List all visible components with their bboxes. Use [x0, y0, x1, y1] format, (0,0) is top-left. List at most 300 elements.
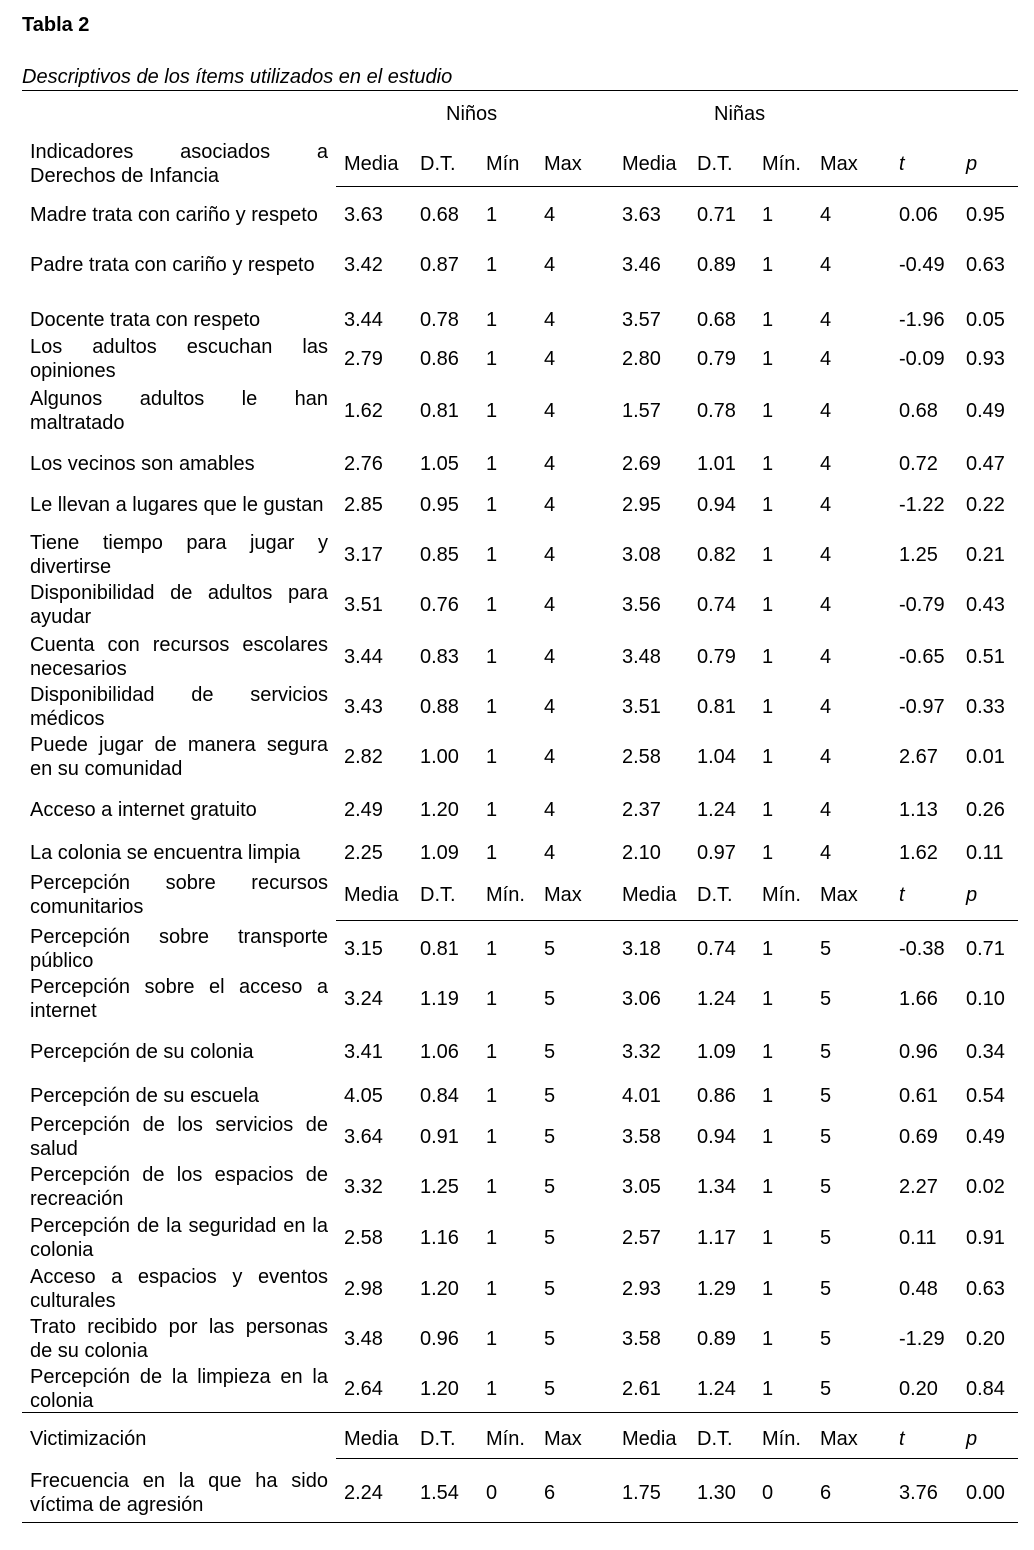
- cell-ninas-media: 2.93: [622, 1278, 661, 1300]
- table-rule: [22, 1412, 1018, 1413]
- cell-t: 2.27: [899, 1176, 938, 1198]
- cell-ninos-media: 3.17: [344, 544, 383, 566]
- row-label: Percepción de los espacios de recreación: [30, 1164, 328, 1210]
- cell-ninas-dt: 0.94: [697, 494, 736, 516]
- col-header-ninas-min: Mín.: [762, 1428, 801, 1450]
- cell-ninas-dt: 1.09: [697, 1041, 736, 1063]
- cell-ninas-max: 5: [820, 1041, 832, 1063]
- cell-ninos-min: 1: [486, 1227, 498, 1249]
- cell-t: 0.48: [899, 1278, 938, 1300]
- row-label: Disponibilidad de servicios médicos: [30, 684, 328, 730]
- table-row: [0, 334, 1034, 384]
- table-row: [0, 732, 1034, 782]
- cell-ninas-min: 1: [762, 938, 774, 960]
- cell-t: 1.62: [899, 842, 938, 864]
- cell-ninos-max: 5: [544, 1085, 556, 1107]
- cell-ninas-max: 5: [820, 1126, 832, 1148]
- cell-ninas-dt: 0.97: [697, 842, 736, 864]
- cell-ninos-max: 5: [544, 1041, 556, 1063]
- cell-ninas-media: 2.58: [622, 746, 661, 768]
- cell-ninos-min: 1: [486, 1126, 498, 1148]
- cell-ninas-dt: 0.89: [697, 1328, 736, 1350]
- cell-ninas-media: 2.80: [622, 348, 661, 370]
- section-header-row: [0, 870, 1034, 920]
- cell-ninos-media: 2.24: [344, 1482, 383, 1504]
- cell-ninas-min: 1: [762, 453, 774, 475]
- cell-ninos-media: 3.24: [344, 988, 383, 1010]
- cell-ninos-max: 4: [544, 544, 556, 566]
- cell-ninas-dt: 0.74: [697, 938, 736, 960]
- cell-ninas-dt: 0.81: [697, 696, 736, 718]
- table-title: Tabla 2: [22, 14, 90, 36]
- cell-ninas-min: 1: [762, 1085, 774, 1107]
- cell-ninos-max: 4: [544, 348, 556, 370]
- cell-ninos-dt: 0.76: [420, 594, 459, 616]
- cell-p: 0.34: [966, 1041, 1005, 1063]
- cell-ninas-dt: 0.89: [697, 254, 736, 276]
- cell-ninos-min: 1: [486, 348, 498, 370]
- row-label: Percepción sobre transporte público: [30, 926, 328, 972]
- cell-ninos-media: 1.62: [344, 400, 383, 422]
- cell-t: 1.25: [899, 544, 938, 566]
- cell-ninas-media: 3.48: [622, 646, 661, 668]
- table-row: [0, 790, 1034, 830]
- cell-p: 0.22: [966, 494, 1005, 516]
- cell-ninas-dt: 1.30: [697, 1482, 736, 1504]
- cell-ninos-min: 1: [486, 204, 498, 226]
- cell-ninos-dt: 0.68: [420, 204, 459, 226]
- cell-ninos-media: 3.41: [344, 1041, 383, 1063]
- cell-ninas-min: 1: [762, 544, 774, 566]
- cell-ninos-dt: 0.86: [420, 348, 459, 370]
- cell-ninos-media: 3.15: [344, 938, 383, 960]
- col-header-t: t: [899, 153, 905, 175]
- cell-ninas-max: 5: [820, 1328, 832, 1350]
- cell-ninas-dt: 0.86: [697, 1085, 736, 1107]
- cell-ninas-dt: 0.79: [697, 348, 736, 370]
- cell-ninos-media: 3.42: [344, 254, 383, 276]
- cell-ninos-max: 4: [544, 400, 556, 422]
- cell-t: 0.72: [899, 453, 938, 475]
- cell-ninos-media: 2.82: [344, 746, 383, 768]
- cell-ninas-min: 1: [762, 746, 774, 768]
- table-row: [0, 1314, 1034, 1364]
- cell-p: 0.43: [966, 594, 1005, 616]
- cell-ninos-max: 4: [544, 746, 556, 768]
- cell-ninas-dt: 1.24: [697, 799, 736, 821]
- row-label: Acceso a internet gratuito: [30, 799, 257, 821]
- table-row: [0, 1032, 1034, 1072]
- cell-ninas-min: 0: [762, 1482, 774, 1504]
- cell-ninos-dt: 1.09: [420, 842, 459, 864]
- cell-ninos-media: 4.05: [344, 1085, 383, 1107]
- col-header-ninas-media: Media: [622, 153, 677, 175]
- cell-ninos-dt: 1.20: [420, 799, 459, 821]
- col-header-ninos-dt: D.T.: [420, 884, 456, 906]
- cell-p: 0.51: [966, 646, 1005, 668]
- cell-t: -0.09: [899, 348, 945, 370]
- table-row: [0, 386, 1034, 436]
- col-header-ninos-max: Max: [544, 153, 582, 175]
- table-row: [0, 1212, 1034, 1264]
- cell-ninos-dt: 0.96: [420, 1328, 459, 1350]
- table-row: [0, 632, 1034, 682]
- cell-t: 0.06: [899, 204, 938, 226]
- cell-ninos-dt: 1.20: [420, 1278, 459, 1300]
- table-row: [0, 480, 1034, 530]
- cell-ninos-media: 2.64: [344, 1378, 383, 1400]
- cell-ninas-min: 1: [762, 646, 774, 668]
- row-label: Le llevan a lugares que le gustan: [30, 494, 324, 516]
- cell-ninos-media: 2.25: [344, 842, 383, 864]
- cell-ninos-dt: 1.25: [420, 1176, 459, 1198]
- section-header-label: Percepción sobre recursos comunitarios: [30, 872, 328, 918]
- cell-ninas-dt: 0.79: [697, 646, 736, 668]
- cell-t: 0.96: [899, 1041, 938, 1063]
- cell-ninas-max: 5: [820, 1176, 832, 1198]
- cell-ninos-min: 1: [486, 1278, 498, 1300]
- cell-ninos-media: 3.48: [344, 1328, 383, 1350]
- col-header-ninos-max: Max: [544, 884, 582, 906]
- cell-ninos-media: 3.43: [344, 696, 383, 718]
- cell-ninas-dt: 0.82: [697, 544, 736, 566]
- cell-ninas-min: 1: [762, 494, 774, 516]
- cell-p: 0.91: [966, 1227, 1005, 1249]
- cell-t: 1.66: [899, 988, 938, 1010]
- cell-ninas-max: 4: [820, 453, 832, 475]
- group-ninas-label: Niñas: [714, 103, 766, 125]
- cell-ninos-media: 2.98: [344, 1278, 383, 1300]
- cell-p: 0.00: [966, 1482, 1005, 1504]
- cell-ninas-media: 2.10: [622, 842, 661, 864]
- cell-ninos-max: 5: [544, 988, 556, 1010]
- col-header-t: t: [899, 1428, 905, 1450]
- cell-ninas-media: 2.57: [622, 1227, 661, 1249]
- table-subtitle: Descriptivos de los ítems utilizados en el estudio: [22, 66, 453, 88]
- cell-p: 0.21: [966, 544, 1005, 566]
- cell-ninas-dt: 0.94: [697, 1126, 736, 1148]
- cell-ninos-dt: 1.06: [420, 1041, 459, 1063]
- col-header-ninas-media: Media: [622, 1428, 677, 1450]
- cell-ninos-dt: 1.19: [420, 988, 459, 1010]
- cell-ninas-media: 3.05: [622, 1176, 661, 1198]
- cell-ninos-dt: 0.78: [420, 309, 459, 331]
- row-label: Trato recibido por las personas de su colonia: [30, 1316, 328, 1362]
- cell-ninos-dt: 0.84: [420, 1085, 459, 1107]
- cell-ninas-max: 5: [820, 1227, 832, 1249]
- cell-ninas-max: 4: [820, 746, 832, 768]
- section-header-label: Indicadores asociados a Derechos de Infancia: [30, 141, 328, 187]
- col-header-t: t: [899, 884, 905, 906]
- row-label: Frecuencia en la que ha sido víctima de agresión: [30, 1470, 328, 1516]
- cell-ninos-min: 1: [486, 746, 498, 768]
- row-label: Percepción de la seguridad en la colonia: [30, 1215, 328, 1261]
- cell-ninos-dt: 0.81: [420, 938, 459, 960]
- cell-p: 0.01: [966, 746, 1005, 768]
- cell-p: 0.93: [966, 348, 1005, 370]
- cell-ninas-media: 3.08: [622, 544, 661, 566]
- table-row: [0, 1364, 1034, 1414]
- cell-ninas-dt: 1.04: [697, 746, 736, 768]
- cell-ninos-min: 1: [486, 453, 498, 475]
- col-header-ninos-min: Mín: [486, 153, 520, 175]
- col-header-ninas-max: Max: [820, 1428, 858, 1450]
- cell-ninas-min: 1: [762, 254, 774, 276]
- cell-ninas-max: 5: [820, 938, 832, 960]
- col-header-ninas-dt: D.T.: [697, 153, 733, 175]
- col-header-ninos-max: Max: [544, 1428, 582, 1450]
- cell-ninas-dt: 0.74: [697, 594, 736, 616]
- cell-p: 0.63: [966, 254, 1005, 276]
- cell-ninos-min: 1: [486, 988, 498, 1010]
- cell-t: 2.67: [899, 746, 938, 768]
- cell-ninas-max: 5: [820, 1378, 832, 1400]
- col-header-ninas-dt: D.T.: [697, 884, 733, 906]
- cell-ninas-media: 3.46: [622, 254, 661, 276]
- cell-ninas-media: 3.57: [622, 309, 661, 331]
- col-header-ninos-min: Mín.: [486, 884, 525, 906]
- cell-ninos-min: 0: [486, 1482, 498, 1504]
- cell-ninas-dt: 0.71: [697, 204, 736, 226]
- cell-ninos-media: 2.79: [344, 348, 383, 370]
- cell-ninos-min: 1: [486, 254, 498, 276]
- cell-ninos-dt: 0.87: [420, 254, 459, 276]
- cell-ninas-media: 2.69: [622, 453, 661, 475]
- row-label: Algunos adultos le han maltratado: [30, 388, 328, 434]
- cell-ninos-dt: 0.91: [420, 1126, 459, 1148]
- cell-ninas-dt: 1.34: [697, 1176, 736, 1198]
- cell-ninos-media: 3.44: [344, 309, 383, 331]
- cell-p: 0.49: [966, 400, 1005, 422]
- cell-ninos-dt: 1.20: [420, 1378, 459, 1400]
- cell-ninas-media: 4.01: [622, 1085, 661, 1107]
- cell-ninas-media: 2.95: [622, 494, 661, 516]
- cell-ninas-max: 4: [820, 309, 832, 331]
- cell-ninos-min: 1: [486, 544, 498, 566]
- cell-t: 3.76: [899, 1482, 938, 1504]
- cell-ninos-min: 1: [486, 594, 498, 616]
- cell-t: 0.68: [899, 400, 938, 422]
- cell-ninas-max: 6: [820, 1482, 832, 1504]
- cell-ninas-min: 1: [762, 1126, 774, 1148]
- table-row: [0, 974, 1034, 1024]
- cell-ninas-min: 1: [762, 204, 774, 226]
- cell-ninos-media: 2.49: [344, 799, 383, 821]
- cell-ninas-dt: 0.68: [697, 309, 736, 331]
- cell-ninas-max: 4: [820, 544, 832, 566]
- cell-ninos-max: 5: [544, 1328, 556, 1350]
- cell-ninas-media: 3.06: [622, 988, 661, 1010]
- cell-ninos-min: 1: [486, 1378, 498, 1400]
- cell-ninas-dt: 1.24: [697, 1378, 736, 1400]
- cell-ninas-media: 3.58: [622, 1126, 661, 1148]
- cell-ninos-media: 2.85: [344, 494, 383, 516]
- cell-ninos-dt: 1.54: [420, 1482, 459, 1504]
- cell-t: -1.29: [899, 1328, 945, 1350]
- cell-ninas-max: 4: [820, 204, 832, 226]
- cell-p: 0.33: [966, 696, 1005, 718]
- cell-ninas-min: 1: [762, 842, 774, 864]
- table-row: [0, 240, 1034, 290]
- cell-ninas-media: 2.61: [622, 1378, 661, 1400]
- cell-ninas-max: 4: [820, 646, 832, 668]
- cell-t: 0.20: [899, 1378, 938, 1400]
- cell-t: 1.13: [899, 799, 938, 821]
- row-label: Acceso a espacios y eventos culturales: [30, 1266, 328, 1312]
- cell-p: 0.20: [966, 1328, 1005, 1350]
- cell-ninos-max: 4: [544, 309, 556, 331]
- cell-p: 0.71: [966, 938, 1005, 960]
- cell-ninas-min: 1: [762, 348, 774, 370]
- cell-ninos-max: 6: [544, 1482, 556, 1504]
- cell-ninas-max: 4: [820, 400, 832, 422]
- cell-ninas-dt: 1.29: [697, 1278, 736, 1300]
- cell-ninas-max: 4: [820, 494, 832, 516]
- row-label: Disponibilidad de adultos para ayudar: [30, 582, 328, 628]
- col-header-ninos-media: Media: [344, 884, 399, 906]
- section-header-row: [0, 1422, 1034, 1456]
- cell-ninas-min: 1: [762, 988, 774, 1010]
- section-header-label: Victimización: [30, 1428, 147, 1450]
- group-ninos-label: Niños: [446, 103, 498, 125]
- cell-ninas-media: 1.57: [622, 400, 661, 422]
- cell-ninas-min: 1: [762, 1328, 774, 1350]
- table-row: [0, 1076, 1034, 1116]
- cell-ninos-max: 5: [544, 1378, 556, 1400]
- row-label: Percepción de su escuela: [30, 1085, 260, 1107]
- cell-ninas-max: 5: [820, 1278, 832, 1300]
- cell-ninas-dt: 0.78: [697, 400, 736, 422]
- col-header-ninas-max: Max: [820, 884, 858, 906]
- cell-t: 0.61: [899, 1085, 938, 1107]
- cell-ninos-max: 5: [544, 938, 556, 960]
- col-header-ninas-dt: D.T.: [697, 1428, 733, 1450]
- table-row: [0, 682, 1034, 732]
- cell-ninos-min: 1: [486, 696, 498, 718]
- cell-ninos-max: 5: [544, 1126, 556, 1148]
- cell-ninas-media: 3.51: [622, 696, 661, 718]
- cell-ninos-max: 4: [544, 799, 556, 821]
- cell-ninas-max: 4: [820, 254, 832, 276]
- cell-ninas-min: 1: [762, 1041, 774, 1063]
- cell-ninos-max: 4: [544, 254, 556, 276]
- cell-ninas-min: 1: [762, 594, 774, 616]
- cell-ninos-max: 5: [544, 1176, 556, 1198]
- cell-ninos-min: 1: [486, 799, 498, 821]
- table-row: [0, 580, 1034, 630]
- cell-ninas-media: 3.56: [622, 594, 661, 616]
- col-header-ninos-media: Media: [344, 153, 399, 175]
- cell-ninos-max: 4: [544, 594, 556, 616]
- cell-t: 0.11: [899, 1227, 937, 1249]
- row-label: La colonia se encuentra limpia: [30, 842, 301, 864]
- cell-ninas-dt: 1.24: [697, 988, 736, 1010]
- col-header-ninas-media: Media: [622, 884, 677, 906]
- cell-p: 0.84: [966, 1378, 1005, 1400]
- cell-ninas-max: 5: [820, 1085, 832, 1107]
- cell-ninas-min: 1: [762, 1176, 774, 1198]
- cell-ninos-media: 3.64: [344, 1126, 383, 1148]
- cell-ninos-dt: 0.85: [420, 544, 459, 566]
- cell-ninos-media: 2.58: [344, 1227, 383, 1249]
- cell-ninos-media: 3.32: [344, 1176, 383, 1198]
- table-row: [0, 924, 1034, 974]
- cell-ninas-max: 4: [820, 348, 832, 370]
- cell-ninas-min: 1: [762, 309, 774, 331]
- cell-ninos-max: 4: [544, 646, 556, 668]
- cell-t: -0.97: [899, 696, 945, 718]
- row-label: Docente trata con respeto: [30, 309, 261, 331]
- col-header-p: p: [966, 884, 978, 906]
- row-label: Percepción de los servicios de salud: [30, 1114, 328, 1160]
- table-row: [0, 834, 1034, 872]
- col-header-p: p: [966, 1428, 978, 1450]
- cell-ninos-max: 4: [544, 842, 556, 864]
- col-header-ninas-min: Mín.: [762, 153, 801, 175]
- cell-p: 0.26: [966, 799, 1005, 821]
- col-header-p: p: [966, 153, 978, 175]
- cell-ninos-min: 1: [486, 842, 498, 864]
- cell-ninos-max: 4: [544, 696, 556, 718]
- cell-ninos-max: 5: [544, 1227, 556, 1249]
- cell-ninos-dt: 0.95: [420, 494, 459, 516]
- table-row: [0, 1162, 1034, 1212]
- cell-ninas-min: 1: [762, 799, 774, 821]
- cell-p: 0.63: [966, 1278, 1005, 1300]
- table-row: [0, 1468, 1034, 1518]
- cell-t: -1.96: [899, 309, 945, 331]
- cell-ninas-media: 2.37: [622, 799, 661, 821]
- cell-ninos-min: 1: [486, 309, 498, 331]
- cell-ninas-max: 5: [820, 988, 832, 1010]
- cell-p: 0.95: [966, 204, 1005, 226]
- cell-ninos-min: 1: [486, 494, 498, 516]
- cell-ninos-media: 3.44: [344, 646, 383, 668]
- row-label: Madre trata con cariño y respeto: [30, 204, 318, 226]
- col-header-ninos-media: Media: [344, 1428, 399, 1450]
- table-row: [0, 1112, 1034, 1162]
- cell-ninas-media: 3.18: [622, 938, 661, 960]
- col-header-ninos-dt: D.T.: [420, 1428, 456, 1450]
- cell-ninas-max: 4: [820, 842, 832, 864]
- cell-p: 0.49: [966, 1126, 1005, 1148]
- cell-ninos-dt: 0.81: [420, 400, 459, 422]
- cell-ninos-min: 1: [486, 1176, 498, 1198]
- cell-ninas-media: 3.32: [622, 1041, 661, 1063]
- cell-ninos-min: 1: [486, 1041, 498, 1063]
- cell-ninos-min: 1: [486, 1328, 498, 1350]
- cell-p: 0.54: [966, 1085, 1005, 1107]
- cell-t: -1.22: [899, 494, 945, 516]
- cell-ninos-media: 3.51: [344, 594, 383, 616]
- cell-ninos-min: 1: [486, 938, 498, 960]
- cell-t: -0.38: [899, 938, 945, 960]
- row-label: Los vecinos son amables: [30, 453, 255, 475]
- table-row: [0, 190, 1034, 240]
- cell-ninos-max: 5: [544, 1278, 556, 1300]
- col-header-ninas-max: Max: [820, 153, 858, 175]
- cell-ninos-dt: 1.16: [420, 1227, 459, 1249]
- cell-t: 0.69: [899, 1126, 938, 1148]
- cell-p: 0.47: [966, 453, 1005, 475]
- cell-ninos-max: 4: [544, 204, 556, 226]
- cell-ninas-dt: 1.01: [697, 453, 736, 475]
- cell-ninas-media: 3.58: [622, 1328, 661, 1350]
- table-rule: [336, 186, 1018, 187]
- row-label: Tiene tiempo para jugar y divertirse: [30, 532, 328, 578]
- table-row: [0, 530, 1034, 580]
- table-row: [0, 1264, 1034, 1314]
